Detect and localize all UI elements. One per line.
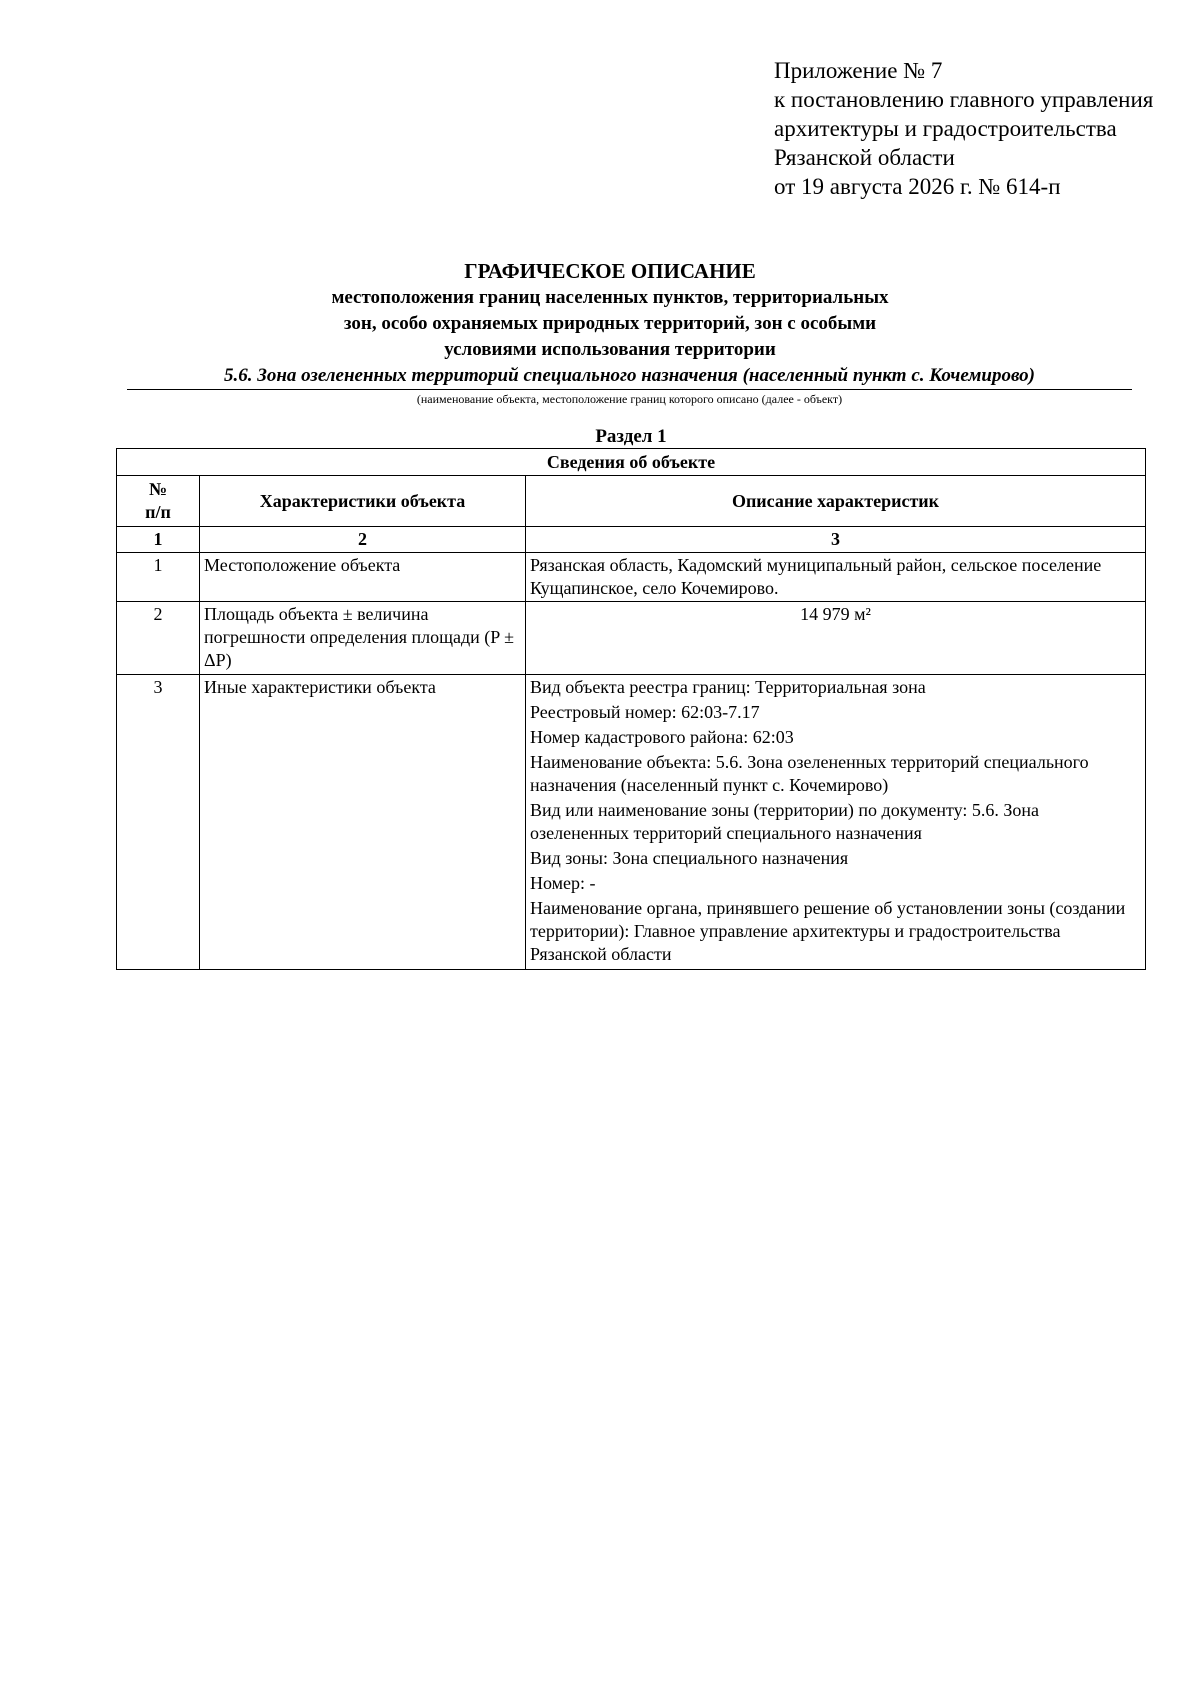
document-title: ГРАФИЧЕСКОЕ ОПИСАНИЕ xyxy=(464,259,756,283)
description-line: Вид или наименование зоны (территории) по документу: 5.6. Зона озелененных территорий специального назначения xyxy=(530,800,1040,843)
table-caption: Сведения об объекте xyxy=(117,449,1146,476)
column-number: 3 xyxy=(526,527,1146,553)
table-row xyxy=(117,602,1146,675)
subtitle-line: зон, особо охраняемых природных территорий, зон с особыми xyxy=(343,313,877,334)
column-number: 2 xyxy=(200,527,526,553)
row-number: 3 xyxy=(117,675,200,970)
row-number: 2 xyxy=(117,602,200,675)
column-header-number: № п/п xyxy=(117,476,200,527)
area-value: 14 979 м² xyxy=(800,604,871,624)
table-header-row xyxy=(117,476,1146,527)
description-line: Реестровый номер: 62:03-7.17 xyxy=(530,702,760,722)
row-characteristic: Площадь объекта ± величина погрешности определения площади (P ± ΔP) xyxy=(200,602,526,675)
document-subtitle xyxy=(120,285,1100,363)
annex-line: от 19 августа 2026 г. № 614-п xyxy=(774,174,1061,199)
section-title: Раздел 1 xyxy=(595,426,667,447)
column-number-row xyxy=(117,527,1146,553)
document-header xyxy=(120,258,1100,363)
annex-line: архитектуры и градостроительства xyxy=(774,116,1117,141)
annex-line: Рязанской области xyxy=(774,145,955,170)
description-line: Вид объекта реестра границ: Территориальная зона xyxy=(530,677,926,697)
annex-line: Приложение № 7 xyxy=(774,58,943,83)
row-number: 1 xyxy=(117,553,200,602)
column-header-characteristic: Характеристики объекта xyxy=(200,476,526,527)
description-line: Номер: - xyxy=(530,873,596,893)
column-header-description: Описание характеристик xyxy=(526,476,1146,527)
description-line: Вид зоны: Зона специального назначения xyxy=(530,848,849,868)
description-line: Номер кадастрового района: 62:03 xyxy=(530,727,794,747)
row-description xyxy=(526,553,1146,602)
row-description xyxy=(526,675,1146,970)
object-name: 5.6. Зона озелененных территорий специального назначения (населенный пункт с. Кочемирово) xyxy=(127,364,1132,390)
row-characteristic: Местоположение объекта xyxy=(200,553,526,602)
row-characteristic: Иные характеристики объекта xyxy=(200,675,526,970)
subtitle-line: условиями использования территории xyxy=(444,339,776,360)
table-row xyxy=(117,675,1146,970)
table-row xyxy=(117,553,1146,602)
subtitle-line: местоположения границ населенных пунктов, территориальных xyxy=(331,287,889,308)
object-info-table xyxy=(116,448,1146,970)
description-line: Наименование органа, принявшего решение об установлении зоны (создании территории): Главное управление архитектуры и градостроительства Рязанской области xyxy=(530,898,1126,964)
object-name-hint: (наименование объекта, местоположение границ которого описано (далее - объект) xyxy=(416,392,843,406)
description-line: Наименование объекта: 5.6. Зона озелененных территорий специального назначения (населенный пункт с. Кочемирово) xyxy=(530,752,1089,795)
annex-block xyxy=(774,56,1153,201)
annex-line: к постановлению главного управления xyxy=(774,87,1154,112)
row-description xyxy=(526,602,1146,675)
table-caption-row xyxy=(117,449,1146,476)
column-number: 1 xyxy=(117,527,200,553)
description-line: Рязанская область, Кадомский муниципальный район, сельское поселение Кущапинское, село Кочемирово. xyxy=(530,555,1102,598)
